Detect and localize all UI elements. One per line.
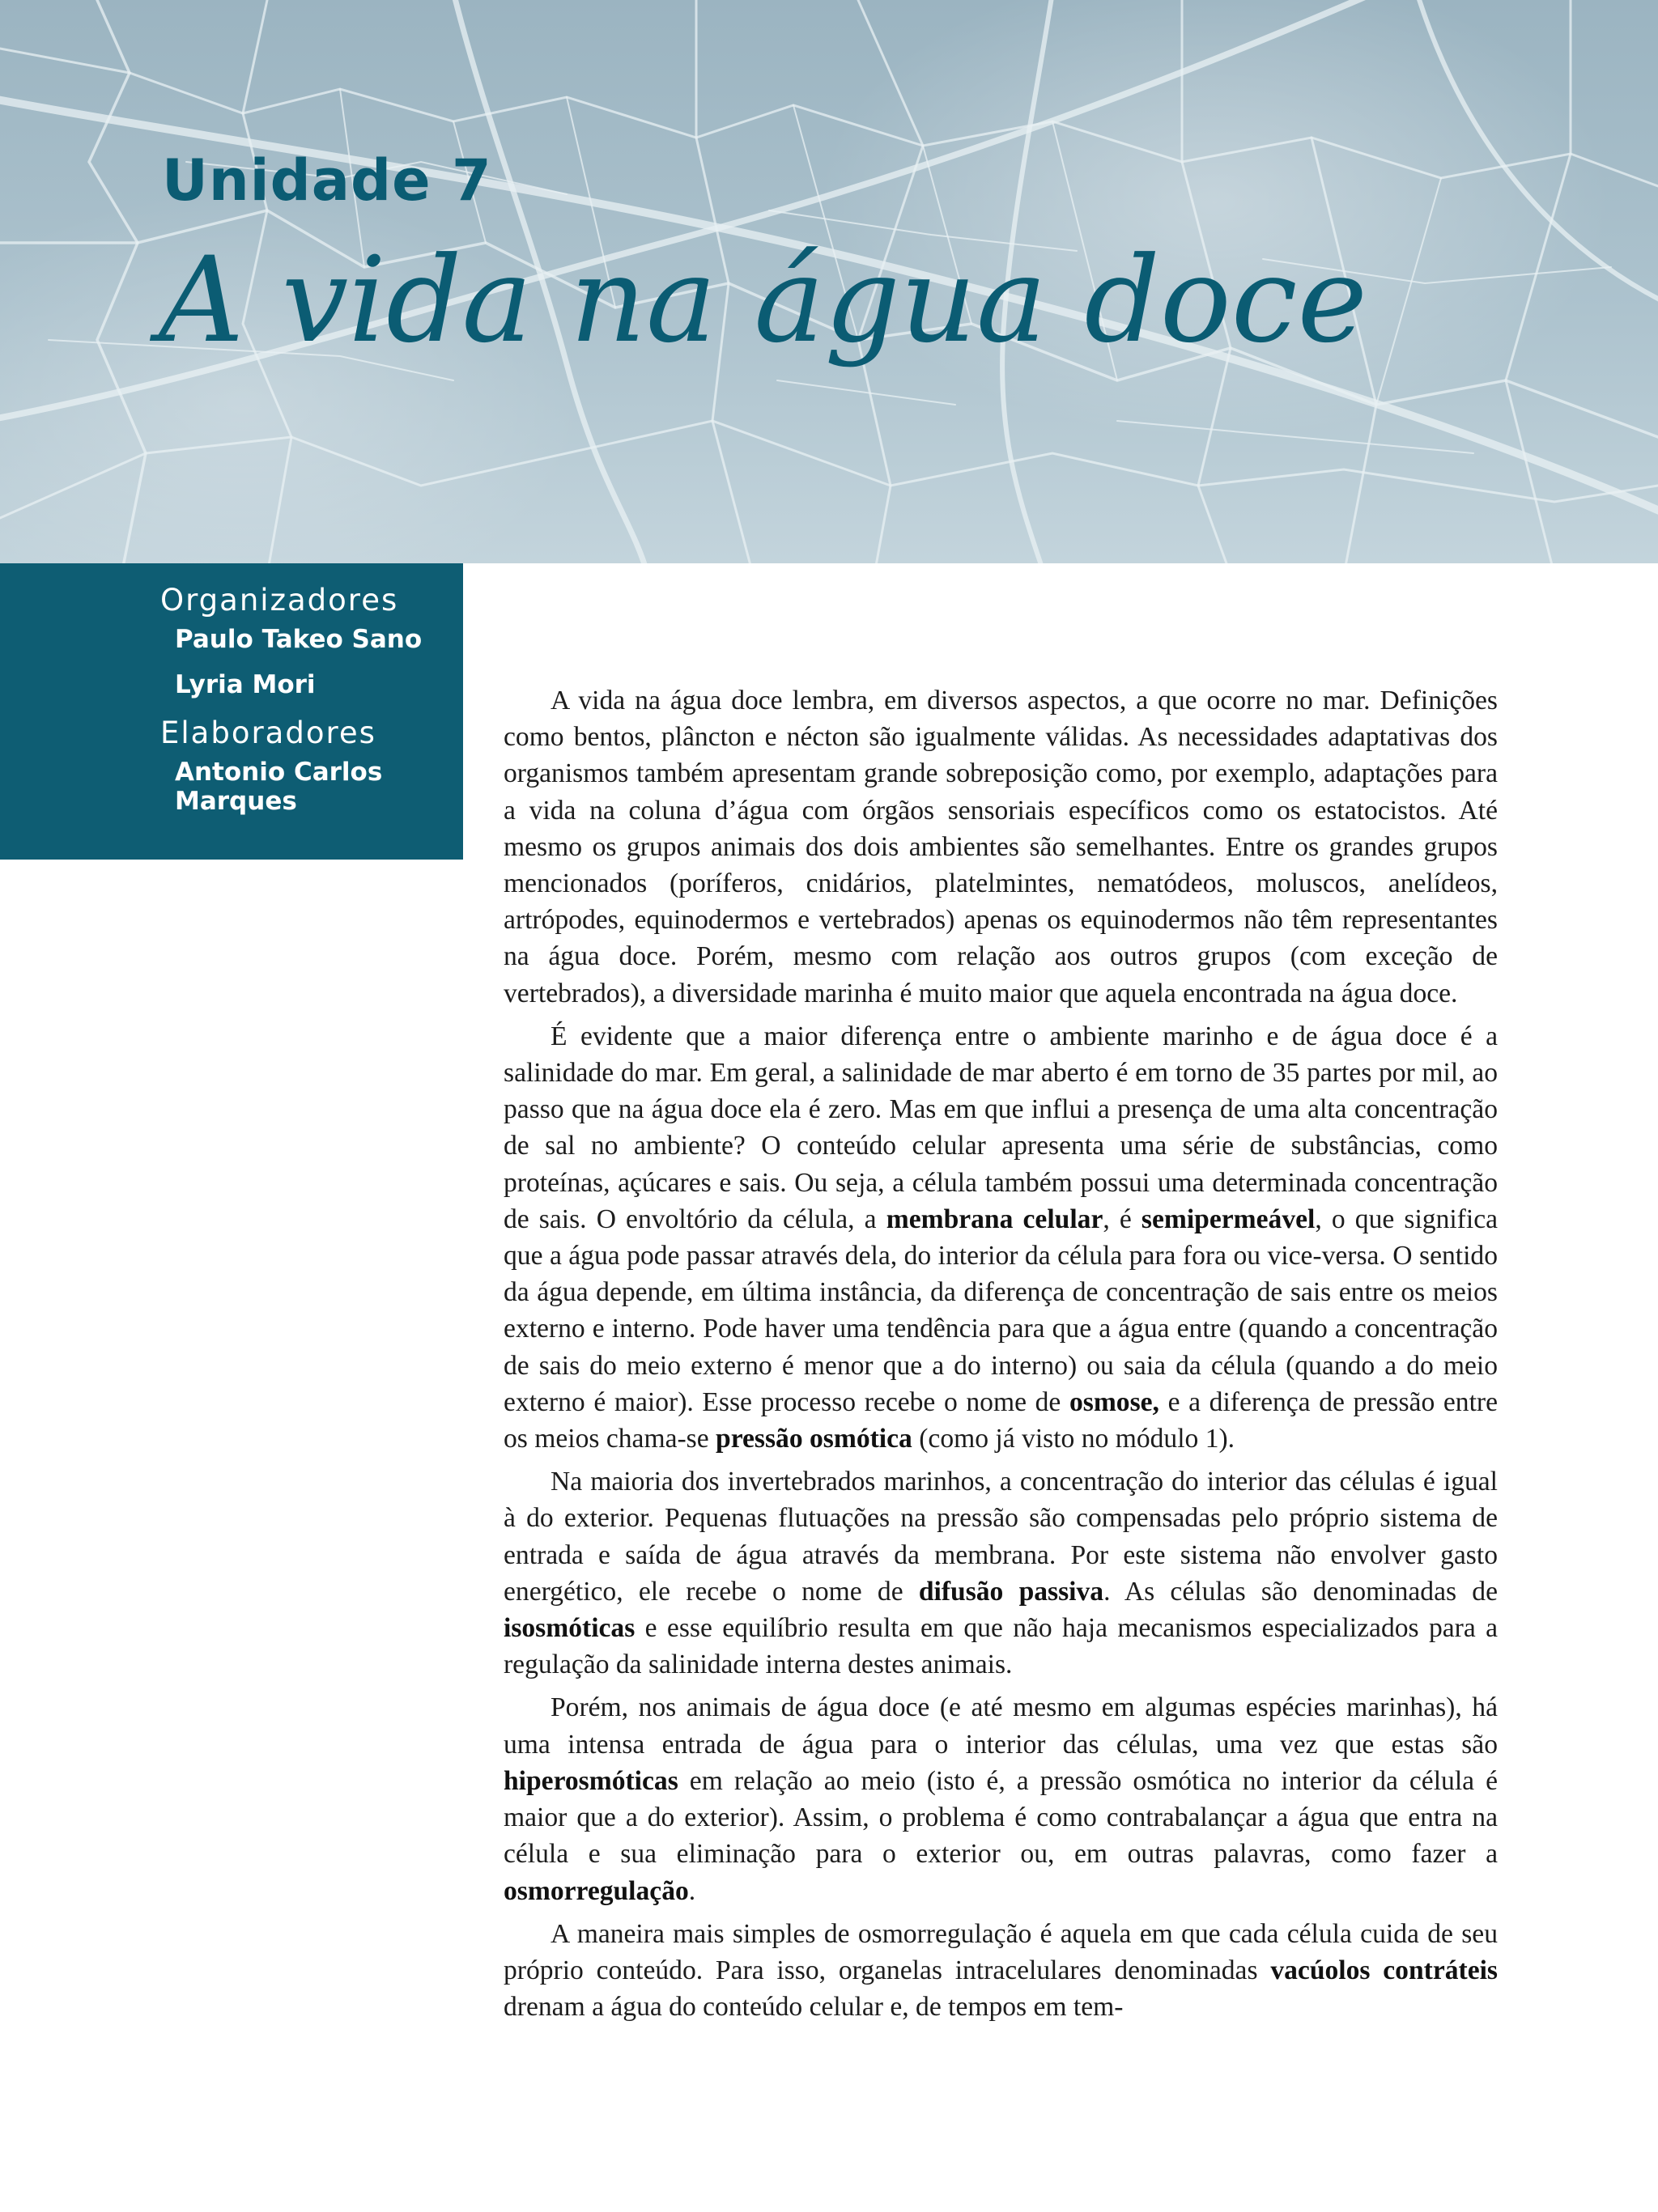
unit-number: Unidade 7 <box>162 147 492 214</box>
organizers-heading: Organizadores <box>160 583 399 618</box>
term-bold: vacúolos contráteis <box>1270 1955 1499 1985</box>
paragraph: A maneira mais simples de osmorregulação é aquela em que cada célula cuida de seu próprio conteúdo. Para isso, organelas intracelulares denominadas vacúolos contráteis drenam a água do conteúdo celular e, de tempos em tem- <box>504 1918 1499 2023</box>
credits-box <box>0 563 463 860</box>
body-text <box>504 682 1498 2032</box>
term-bold: osmorregulação <box>504 1875 689 1906</box>
organizer-name: Paulo Takeo Sano <box>175 625 423 654</box>
term-bold: hiperosmóticas <box>504 1765 678 1796</box>
term-bold: pressão osmótica <box>716 1424 912 1454</box>
header-banner <box>0 0 1658 563</box>
paragraph: Porém, nos animais de água doce (e até mesmo em algumas espécies marinhas), há uma intensa entrada de água para o interior das células, uma vez que estas são hiperosmóticas em relação ao meio (isto é, a pressão osmótica no interior da célula é maior que a do exterior). Assim, o problema é como contrabalançar a água que entra na célula e sua eliminação para o exterior ou, em outras palavras, como fazer a osmorregulação. <box>504 1692 1498 1906</box>
term-bold: isosmóticas <box>504 1613 636 1644</box>
unit-title: A vida na água doce <box>159 231 1367 369</box>
paragraph: A vida na água doce lembra, em diversos aspectos, a que ocorre no mar. Definições como bentos, plâncton e nécton são igualmente válidas. As necessidades adaptativas dos organismos também apresentam grande sobreposição como, por exemplo, adaptações para a vida na coluna d’água com órgãos sensoriais específicos como os estatocistos. Até mesmo os grupos animais dos dois ambientes são semelhantes. Entre os grandes grupos mencionados (poríferos, cnidários, platelmintes, nematódeos, moluscos, anelídeos, artrópodes, equinodermos e vertebrados) apenas os equinodermos não têm representantes na água doce. Porém, mesmo com relação aos outros grupos (com exceção de vertebrados), a diversidade marinha é muito maior que aquela encontrada na água doce. <box>504 686 1498 1008</box>
author-name: Antonio Carlos Marques <box>175 758 383 816</box>
term-bold: osmose, <box>1069 1386 1159 1417</box>
authors-heading: Elaboradores <box>160 715 376 750</box>
term-bold: membrana celular <box>886 1204 1103 1234</box>
paragraph: É evidente que a maior diferença entre o ambiente marinho e de água doce é a salinidade do mar. Em geral, a salinidade de mar aberto é em torno de 35 partes por mil, ao passo que na água doce ela é zero. Mas em que influi a presença de uma alta concentração de sal no ambiente? O conteúdo celular apresenta uma série de substâncias, como proteínas, açúcares e sais. Ou seja, a célula também possui uma determinada concentração de sais. O envoltório da célula, a membrana celular, é semipermeável, o que significa que a água pode passar através dela, do interior da célula para fora ou vice-versa. O sentido da água depende, em última instância, da diferença de concentração de sais entre os meios externo e interno. Pode haver uma tendência para que a água entre (quando a concentração de sais do meio externo é menor que a do interno) ou saia da célula (quando a do meio externo é maior). Esse processo recebe o nome de osmose, e a diferença de pressão entre os meios chama-se pressão osmótica (como já visto no módulo 1). <box>504 1021 1499 1454</box>
term-bold: semipermeável <box>1141 1204 1316 1234</box>
term-bold: difusão passiva <box>918 1576 1104 1607</box>
paragraph: Na maioria dos invertebrados marinhos, a concentração do interior das células é igual à do exterior. Pequenas flutuações na pressão são compensadas pelo próprio sistema de entrada e saída de água através da membrana. Por este sistema não envolver gasto energético, ele recebe o nome de difusão passiva. As células são denominadas de isosmóticas e esse equilíbrio resulta em que não haja mecanismos especializados para a regulação da salinidade interna destes animais. <box>504 1467 1498 1680</box>
organizer-name: Lyria Mori <box>175 670 316 699</box>
